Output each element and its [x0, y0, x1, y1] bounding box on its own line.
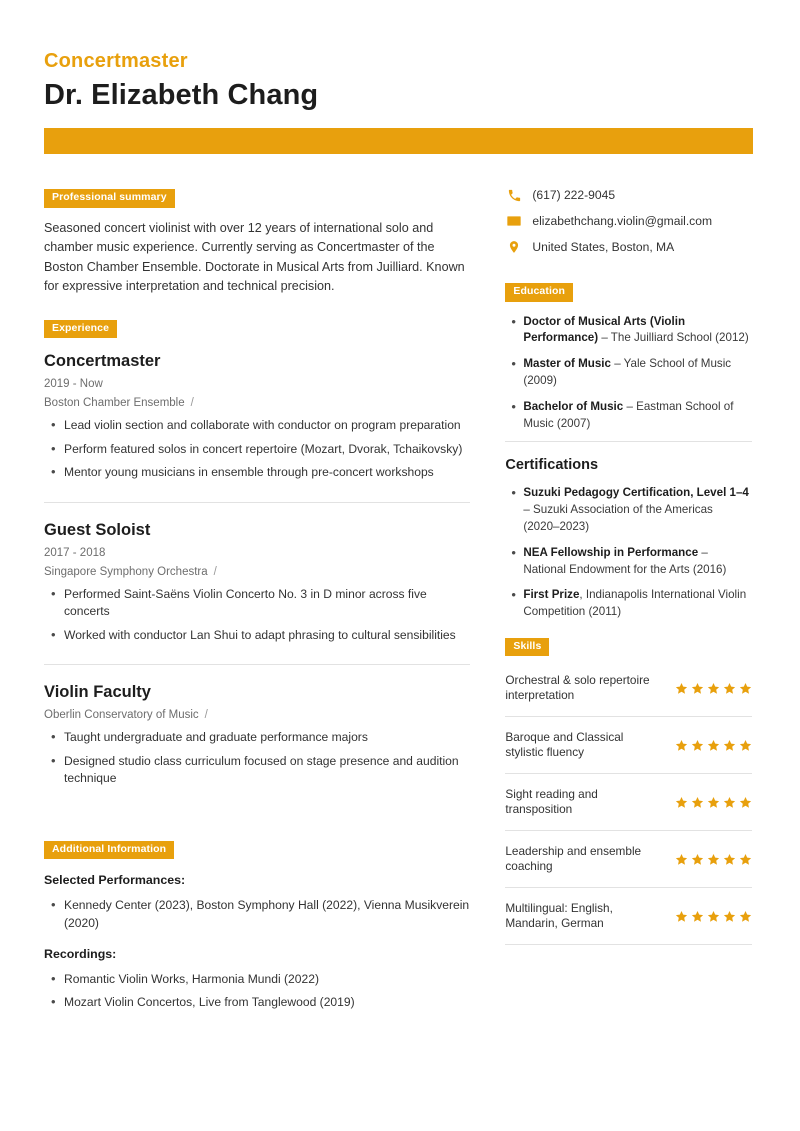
left-column: [42, 187, 470, 1024]
additional-bullets: [44, 897, 470, 932]
section-chip-additional-information: Additional Information: [44, 841, 174, 860]
section-chip-summary: Professional summary: [44, 189, 175, 208]
experience-dates: 2017 - 2018: [44, 546, 106, 559]
experience-bullets: [44, 586, 470, 645]
contact-value[interactable]: (617) 222-9045: [532, 188, 616, 202]
list-item: • Mozart Violin Concertos, Live from Tanglewood (2019): [64, 994, 470, 1012]
additional-information-list: [44, 873, 470, 1011]
skill-name: Baroque and Classical stylistic fluency: [505, 729, 624, 760]
experience-organization: Oberlin Conservatory of Music /: [44, 709, 208, 722]
resume-body: [42, 187, 752, 1024]
education-item: • Doctor of Musical Arts (Violin Performance) – The Juilliard School (2012): [523, 314, 752, 348]
experience-dates: 2019 - Now: [44, 378, 103, 391]
experience-bullets: [44, 417, 470, 482]
location-pin-icon: [505, 239, 523, 255]
education-item: • Master of Music – Yale School of Music (2009): [523, 356, 752, 390]
contact-value[interactable]: United States, Boston, MA: [532, 240, 675, 254]
experience-list: [44, 352, 470, 808]
experience-organization: Boston Chamber Ensemble /: [44, 397, 194, 410]
certification-item: • First Prize, Indianapolis International Violin Competition (2011): [523, 587, 752, 621]
contact-row: [505, 187, 752, 203]
skill-rating: [675, 853, 752, 866]
email-icon: [505, 213, 523, 229]
skill-row: [505, 717, 752, 774]
section-chip-education: Education: [505, 283, 573, 302]
experience-bullets: [44, 729, 470, 788]
certification-item: • NEA Fellowship in Performance – National Endowment for the Arts (2016): [523, 545, 752, 579]
skill-row: [505, 831, 752, 888]
skills-list: [505, 660, 752, 945]
skill-name: Leadership and ensemble coaching: [505, 843, 642, 874]
certifications-list: [505, 485, 752, 621]
contact-value[interactable]: elizabethchang.violin@gmail.com: [532, 214, 713, 228]
experience-organization: Singapore Symphony Orchestra /: [44, 565, 217, 578]
section-chip-skills: Skills: [505, 638, 549, 657]
contact-row: [505, 213, 752, 229]
list-item: • Taught undergraduate and graduate performance majors: [64, 729, 470, 747]
professional-summary-text: Seasoned concert violinist with over 12 years of international solo and chamber music experience. Currently serving as Concertmaster of the Boston Chamber Ensemble. Doctorate in Musical Arts from Juilliard. Known for expressive interpretation and technical precision.: [44, 220, 465, 294]
experience-title: Concertmaster: [44, 352, 161, 371]
list-item: • Performed Saint-Saëns Violin Concerto No. 3 in D minor across five concerts: [64, 586, 470, 621]
spacer: [44, 297, 470, 318]
list-item: • Perform featured solos in concert repertoire (Mozart, Dvorak, Tchaikovsky): [64, 441, 470, 459]
experience-item: [44, 683, 470, 808]
skill-row: [505, 660, 752, 717]
skill-rating: [675, 682, 752, 695]
list-item: • Worked with conductor Lan Shui to adapt phrasing to cultural sensibilities: [64, 627, 470, 645]
header-job-title: Concertmaster: [44, 50, 188, 72]
skill-name: Orchestral & solo repertoire interpretation: [505, 672, 650, 703]
contact-list: [505, 187, 752, 255]
skill-row: [505, 888, 752, 945]
skill-rating: [675, 910, 752, 923]
skill-rating: [675, 796, 752, 809]
additional-subheading: Recordings:: [44, 946, 117, 961]
spacer: [44, 826, 470, 839]
list-item: • Kennedy Center (2023), Boston Symphony Hall (2022), Vienna Musikverein (2020): [64, 897, 470, 932]
experience-title: Guest Soloist: [44, 520, 151, 539]
list-item: • Romantic Violin Works, Harmonia Mundi (2022): [64, 971, 470, 989]
experience-item: [44, 521, 470, 666]
list-item: • Lead violin section and collaborate with conductor on program preparation: [64, 417, 470, 435]
experience-item: [44, 352, 470, 503]
skill-name: Multilingual: English, Mandarin, German: [505, 900, 613, 931]
education-item: • Bachelor of Music – Eastman School of Music (2007): [523, 399, 752, 433]
skill-rating: [675, 739, 752, 752]
contact-row: [505, 239, 752, 255]
header-full-name: Dr. Elizabeth Chang: [44, 79, 319, 111]
right-column: [505, 187, 752, 1024]
skill-name: Sight reading and transposition: [505, 786, 598, 817]
additional-subheading: Selected Performances:: [44, 873, 186, 888]
experience-title: Violin Faculty: [44, 683, 151, 702]
list-item: • Mentor young musicians in ensemble through pre-concert workshops: [64, 464, 470, 482]
additional-bullets: [44, 971, 470, 1012]
certifications-heading: Certifications: [505, 457, 599, 474]
certification-item: • Suzuki Pedagogy Certification, Level 1–4 – Suzuki Association of the Americas (2020–2023): [523, 485, 752, 535]
skill-row: [505, 774, 752, 831]
education-list: [505, 314, 752, 433]
list-item: • Designed studio class curriculum focused on stage presence and audition technique: [64, 753, 470, 788]
resume-header: [42, 50, 752, 154]
education-divider: [505, 441, 752, 442]
header-accent-bar: [44, 128, 753, 154]
phone-icon: [505, 187, 523, 203]
section-chip-experience: Experience: [44, 320, 117, 339]
